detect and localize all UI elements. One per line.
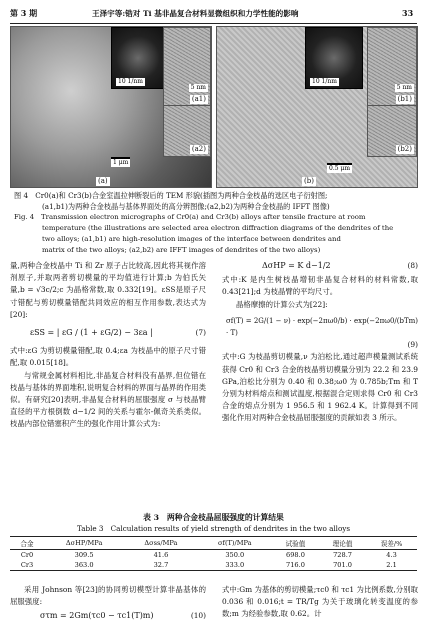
table-header: ΔσHP/MPa (65, 539, 103, 547)
equation-10-number: (10) (190, 611, 206, 621)
table-cell: 728.7 (333, 551, 352, 559)
panel-label-b2: (b2) (397, 145, 412, 153)
scalebar-diff-b: 10 1/nm (312, 78, 337, 85)
equation-10-body: στm = 2Gm(τc0 − τc1(T)m) (40, 611, 154, 621)
caption-cn-line-1: 图 4 Cr0(a)和 Cr3(b)合金室温拉伸断裂后的 TEM 形貌(插图为两种合金枝晶的选区电子衍射图; (14, 191, 328, 200)
table-cell: 698.0 (286, 551, 305, 559)
caption-en-line-3: two alloys; (a1,b1) are high-resolution images of the interface between dendrites and (42, 235, 341, 243)
table-3-title-en: Table 3 Calculation results of yield strength of dendrites in the two alloys (76, 524, 351, 533)
panel-label-a1: (a1) (191, 95, 206, 103)
left-column (10, 260, 206, 431)
header-rule (10, 23, 417, 24)
table-header-row (10, 537, 417, 550)
table-cell: 32.7 (153, 561, 169, 569)
table-cell: 4.3 (386, 551, 397, 559)
right-column (222, 260, 418, 425)
diffraction-inset-a (111, 27, 165, 89)
table-cell: 2.1 (386, 561, 397, 569)
hrtem-a1 (163, 27, 211, 107)
left-column-bottom (10, 584, 206, 623)
table-3 (10, 512, 417, 571)
journal-issue: 第 3 期 (10, 8, 38, 18)
table-cell: Cr3 (20, 561, 34, 569)
ifft-b2 (367, 105, 417, 157)
table-cell: 701.0 (333, 561, 352, 569)
scalebar-hr-a1: 5 nm (190, 84, 206, 91)
equation-7-body: εSS = | εG / (1 + εG/2) − 3εa | (30, 328, 153, 338)
caption-en-line-4: matrix of the two alloys; (a2,b2) are IFFT images of dendrites of the two alloys) (42, 246, 321, 254)
equation-10 (10, 610, 206, 622)
scalebar-diff-a: 10 1/nm (118, 78, 143, 85)
right-paragraph-1: 式中:K 是内生树枝晶增韧非晶复合材料的材料常数,取 0.43[21];d 为枝晶臂的平均尺寸。 (222, 275, 418, 297)
left-paragraph-4: 采用 Johnson 等[23]的协同剪切模型计算非晶基体的屈服强度: (10, 585, 206, 607)
micrograph-a (10, 26, 212, 188)
panel-label-a2: (a2) (191, 145, 206, 153)
caption-en-line-1: Fig. 4 Transmission electron micrographs of Cr0(a) and Cr3(b) alloys after tensile fracture at room (14, 213, 366, 221)
scalebar-hr-b1: 5 nm (396, 84, 412, 91)
left-paragraph-3: 与常规金属材料相比,非晶复合材料没有晶界,但位错在枝晶与基体的界面堆积,说明复合材料的界面与晶界的作用类似。有研究[20]表明,非晶复合材料的屈服强度 σ 与枝晶臂直径的平方根倒数 d−1/2 间的关系与霍尔-佩奇关系类似。枝晶内部位错塞积产生的强化作用计算公式为: (10, 370, 206, 429)
table-header: 合金 (20, 540, 34, 548)
right-paragraph-2: 晶格摩擦的计算公式为[22]: (236, 299, 328, 309)
table-cell: 350.0 (225, 551, 245, 559)
table-cell: 333.0 (225, 561, 245, 569)
right-paragraph-3: 式中:G 为枝晶剪切模量,ν 为泊松比,通过超声模量测试系统获得 Cr0 和 Cr3 合金的枝晶剪切模量分别为 22.2 和 23.9 GPa,泊松比分别为 0.40 和 0.38;ω0 为 0.785b;Tm 和 T 分别为材料熔点和测试温度,根据混合定则求得 Cr0 和 Cr3 合金的熔点分别为 1 956.5 和 1 962.4 K。计算得到不同强化作用对两种合金枝晶屈服强度的贡献如表 3 所示。 (222, 352, 418, 423)
table-row (10, 560, 417, 571)
equation-9-body: σf(T) = 2G/(1 − ν) · exp(−2πω0/b) · exp(−2πω0/(bTm) · T) (226, 316, 419, 338)
equation-8-body: ΔσHP = K d−1/2 (262, 261, 331, 270)
caption-cn-line-2: (a1,b1)为两种合金枝晶与基体界面处的高分辨图像;(a2,b2)为两种合金枝晶的 IFFT 图像) (42, 202, 330, 211)
table-cell: 309.5 (74, 551, 94, 559)
results-table (10, 536, 417, 571)
equation-8 (222, 260, 418, 272)
panel-label-b1: (b1) (397, 95, 412, 103)
scalebar-tem-a: 1 μm (113, 159, 129, 166)
equation-8-number: (8) (407, 261, 418, 270)
left-paragraph-1: 量,两种合金枝晶中 Ti 和 Zr 原子占比较高,因此将其视作溶剂原子,并取两者剪切模量的平均值进行计算;b 为伯氏矢量,b = √3c/2;c 为晶格常数,取 0.332[19]。εSS是原子尺寸错配与剪切模量错配共同效应的相互作用参数,表达式为[20]: (10, 261, 206, 319)
diffraction-inset-b (305, 27, 363, 89)
scalebar-tem-b: 0.5 μm (329, 165, 351, 172)
figure-caption (14, 190, 414, 256)
panel-label-b: (b) (304, 177, 314, 185)
equation-9-number: (9) (407, 340, 418, 350)
table-header: 试验值 (285, 540, 306, 548)
equation-7-number: (7) (195, 328, 206, 338)
hrtem-b1 (367, 27, 417, 107)
table-cell: Cr0 (20, 551, 34, 559)
right-column-bottom (222, 584, 418, 621)
figure-4 (10, 26, 417, 186)
equation-7 (10, 327, 206, 339)
page-number: 33 (402, 8, 414, 18)
panel-label-a: (a) (98, 177, 108, 185)
table-header: Δσss/MPa (144, 539, 178, 547)
table-cell: 363.0 (74, 561, 94, 569)
table-cell: 41.6 (153, 551, 169, 559)
running-title: 王泽宇等:锆对 Ti 基非晶复合材料显微组织和力学性能的影响 (92, 9, 299, 18)
micrograph-b (216, 26, 418, 188)
table-header: 理论值 (332, 540, 353, 548)
table-cell: 716.0 (286, 561, 305, 569)
left-paragraph-2: 式中:εG 为剪切模量错配,取 0.4;εa 为枝晶中的原子尺寸错配,取 0.015[18]。 (10, 346, 206, 368)
table-row (10, 550, 417, 561)
table-header: 误差/% (380, 540, 403, 548)
table-3-title-cn: 表 3 两种合金枝晶屈服强度的计算结果 (143, 513, 284, 522)
table-header: σf(T)/MPa (218, 539, 252, 547)
ifft-a2 (163, 105, 211, 157)
caption-en-line-2: temperature (the illustrations are selected area electron diffraction diagrams of the dendrites of the (42, 224, 394, 232)
right-paragraph-4: 式中:Gm 为基体的剪切模量;τc0 和 τc1 为比例系数,分别取 0.036 和 0.016;t = TR/Tg 为关于玻璃化转变温度的参数;m 为经验参数,取 0.62。计 (222, 585, 418, 619)
